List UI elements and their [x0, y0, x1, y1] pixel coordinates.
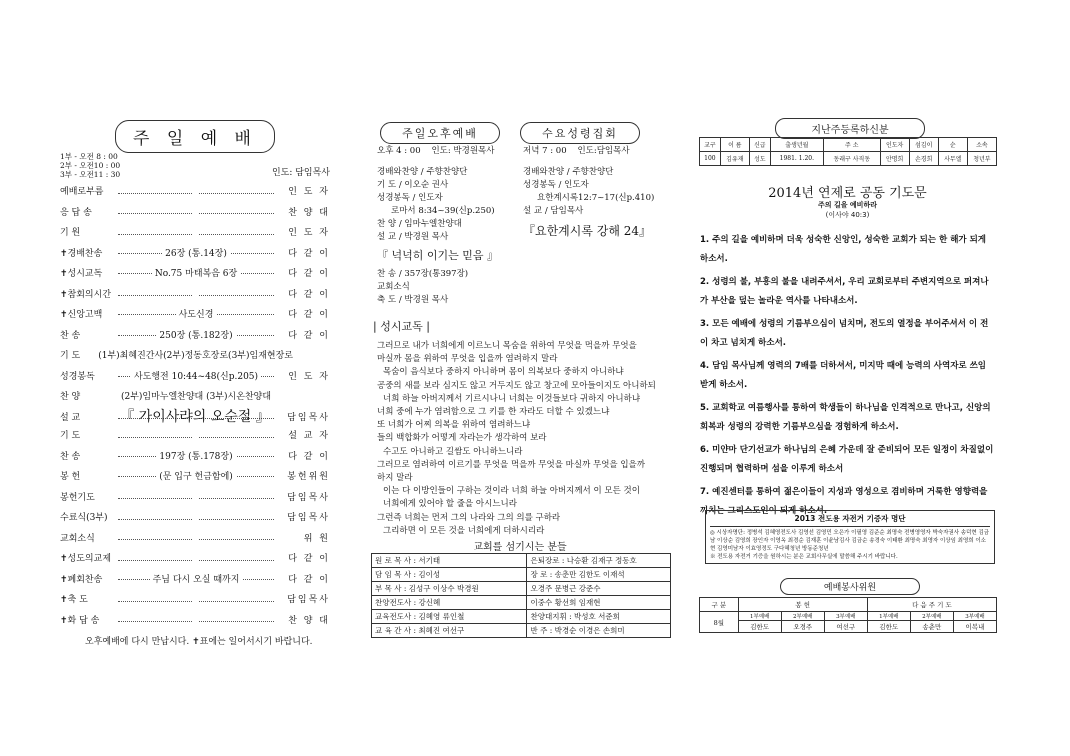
order-item-detail: (2부)임마누엘찬양대 (3부)시온찬양대: [118, 389, 274, 402]
newcomer-header-cell: 신급: [749, 138, 770, 152]
order-item-leader: 다 같 이: [288, 269, 330, 279]
newcomer-cell: 사무엘: [938, 152, 967, 166]
order-item-leader: 인 도 자: [288, 228, 330, 238]
newcomer-header-cell: 소속: [967, 138, 996, 152]
order-item-detail: (문 입구 헌금함에): [118, 469, 274, 482]
service-month: 8월: [700, 612, 739, 633]
prayer-item: 5. 교회학교 여름행사를 통하여 학생들이 하나님을 인격적으로 만나고, 신앙의 회복과 성령의 강력한 기름부으심을 경험하게 하소서.: [700, 403, 991, 432]
newcomer-header-cell: 인도자: [880, 138, 909, 152]
bicycle-title: 2013 전도용 자전거 기증자 명단: [710, 513, 990, 527]
order-row: [60, 572, 330, 593]
order-item-leader: 설 교 자: [288, 431, 330, 441]
prayer-subtitle: 주의 길을 예비하라: [818, 201, 877, 209]
order-row: [60, 428, 330, 449]
staff-cell: 찬양대지휘 : 박성호 서준희: [527, 610, 671, 624]
order-item-detail: [118, 513, 274, 523]
prayer-item: 1. 주의 길을 예비하며 더욱 성숙한 신앙인, 성숙한 교회가 되는 한 해가 되게 하소서.: [700, 235, 987, 264]
order-item-detail: [118, 290, 274, 300]
staff-cell: 장 로 : 송춘만 김한도 이재석: [527, 568, 671, 582]
bicycle-note: ※ 전도용 자전거 기증을 원하시는 분은 교회사무실에 말씀해 주시기 바랍니다.: [710, 554, 898, 560]
newcomer-cell: 김유재: [720, 152, 749, 166]
order-item-detail: [118, 431, 274, 441]
order-item-leader: 다 같 이: [288, 330, 330, 341]
worship-order-list: [60, 184, 330, 430]
order-item-detail: (1부)최혜진간사(2부)정동호장로(3부)임재현장로: [95, 348, 296, 361]
service-table: [699, 597, 997, 633]
newcomer-table: [699, 137, 997, 166]
reading-line: 그러므로 내가 너희에게 이르노니 목숨을 위하여 무엇을 먹을까 무엇을: [377, 341, 637, 351]
order-item-name: ✝경배찬송: [60, 248, 103, 259]
staff-row: [372, 596, 671, 610]
service-name: 오경주: [781, 621, 824, 633]
responsive-reading: [377, 340, 672, 538]
order-item-leader: 담임목사: [287, 595, 330, 605]
sunday-worship-column: [60, 0, 330, 756]
order-item-detail: No.75 마태복음 6장: [118, 266, 274, 279]
service-header: 봉 헌: [738, 598, 867, 612]
reading-line: 그리하면 이 모든 것을 너희에게 더하시리라: [383, 525, 545, 536]
order-item-name: 예배로부름: [60, 187, 104, 197]
reading-line: 그러므로 염려하여 이르기를 무엇을 먹을까 무엇을 마실까 무엇을 입을까: [377, 459, 645, 470]
newcomer-cell: 동래구 사직동: [823, 152, 880, 166]
staff-row: [372, 554, 671, 568]
order-item-name: ✝성시교독: [60, 269, 103, 279]
order-item-leader: 봉헌위원: [287, 472, 330, 482]
order-item-name: ✝참회의시간: [60, 289, 112, 300]
afternoon-service: 오후 4 : 00 인도: 박경원목사 경배와찬양 / 주향찬양단 기 도 / 이오순 권사 성경봉독 / 인도자 로마서 8:34~39(신p.250) 찬 양 / 임마누엘찬양대 설 교 / 박경원 목사 『 넉넉히 이기는 믿음 』 찬 송 / 357장(통397장) 교회소식 축 도 / 박경원 목사: [377, 145, 522, 307]
right-column: [695, 0, 1000, 756]
order-row: [60, 490, 330, 511]
newcomer-header: [700, 138, 997, 152]
order-item-leader: 다 같 이: [288, 310, 330, 320]
order-item-name: 수료식(3부): [60, 513, 108, 523]
newcomer-cell: 청년부: [967, 152, 996, 166]
prayer-item: 7. 예진센터를 통하여 젊은이들이 지성과 영성으로 겸비하며 거룩한 영향력을 끼치는 그리스도인이 되게 하소서.: [700, 487, 988, 516]
staff-cell: 부 목 사 : 김성구 이상수 박경원: [372, 582, 527, 596]
order-item-detail: [118, 228, 274, 238]
service-name: 김한도: [867, 621, 910, 633]
order-item-name: ✝축 도: [60, 595, 88, 605]
order-item-name: 기 도: [60, 351, 81, 361]
newcomer-header-cell: 출생년월: [770, 138, 823, 152]
reading-line: 공중의 새를 보라 심지도 않고 거두지도 않고 창고에 모아들이지도 아니하되: [377, 380, 656, 391]
order-item-name: 찬 양: [60, 392, 81, 402]
afternoon-title: 주일오후예배: [380, 122, 500, 144]
order-item-leader: 찬 양 대: [288, 207, 330, 218]
reading-line: 너희에게 있어야 할 줄을 아시느니라: [383, 499, 517, 510]
order-row: [60, 592, 330, 613]
service-sub: 3부예배: [953, 612, 996, 621]
order-item-detail: [118, 534, 274, 544]
service-name: 이복내: [953, 621, 996, 633]
wednesday-title: 수요성령집회: [520, 122, 640, 144]
sermon-title: 『 가이사랴의 오순절 』: [120, 409, 270, 425]
order-item-leader: 다 같 이: [288, 248, 330, 259]
order-row: [60, 307, 330, 328]
order-row: [60, 369, 330, 390]
staff-row: [372, 568, 671, 582]
order-item-leader: 다 같 이: [288, 289, 330, 300]
order-row: [60, 551, 330, 572]
prayer-item: 2. 성령의 불, 부흥의 불을 내려주셔서, 우리 교회로부터 주변지역으로 퍼져나가 부산을 덮는 놀라운 역사를 나타내소서.: [700, 277, 989, 306]
newcomer-cell: 성도: [749, 152, 770, 166]
newcomer-header-cell: 교구: [700, 138, 721, 152]
middle-column: [365, 0, 675, 756]
prayer-list: [700, 231, 996, 525]
order-item-detail: 250장 (통.182장): [118, 328, 274, 341]
order-item-name: 성경봉독: [60, 371, 95, 382]
worship-leader: 인도: 담임목사: [271, 168, 330, 178]
order-item-name: ✝신앙고백: [60, 310, 103, 320]
order-item-name: 기 도: [60, 431, 81, 441]
newcomer-cell: 안명희: [880, 152, 909, 166]
staff-cell: 이중수 황선희 임재현: [527, 596, 671, 610]
prayer-verse: (이사야 40:3): [825, 211, 870, 219]
order-item-detail: 197장 (통.178장): [118, 449, 274, 462]
order-item-name: ✝화 답 송: [60, 615, 100, 626]
staff-cell: 원 로 목 사 : 서기태: [372, 554, 527, 568]
staff-title: 교회를 섬기시는 분들: [473, 542, 567, 553]
service-header: 다 음 주 기 도: [867, 598, 996, 612]
order-item-detail: [118, 493, 274, 503]
order-item-name: 기 원: [60, 228, 81, 238]
order-item-detail: [118, 554, 274, 564]
order-item-detail: 주님 다시 오실 때까지: [118, 572, 274, 585]
order-row: [60, 184, 330, 205]
service-sub: 1부예배: [867, 612, 910, 621]
order-item-name: 설 교: [60, 412, 81, 423]
staff-cell: 찬양전도사 : 강신혜: [372, 596, 527, 610]
bicycle-donor-box: [705, 510, 995, 564]
order-row: [60, 348, 330, 369]
order-item-name: ✝폐회찬송: [60, 574, 103, 585]
order-row: [60, 266, 330, 287]
reading-line: 그런즉 너희는 먼저 그의 나라와 그의 의를 구하라: [377, 512, 561, 523]
order-item-name: 찬 송: [60, 330, 81, 341]
order-row: [60, 510, 330, 531]
reading-line: 목숨이 음식보다 중하지 아니하며 몸이 의복보다 중하지 아니하냐: [383, 367, 624, 378]
order-item-name: 교회소식: [60, 533, 95, 544]
worship-times: 1부 - 오전 8 : 00 2부 - 오전10 : 00 3부 - 오전11 : 30: [60, 152, 121, 179]
reading-line: 너희 중에 누가 염려함으로 그 키를 한 자라도 더할 수 있겠느냐: [377, 407, 610, 418]
service-name: 김한도: [738, 621, 781, 633]
reading-line: 하지 말라: [377, 473, 413, 484]
order-item-name: 찬 송: [60, 451, 81, 462]
order-row: [60, 246, 330, 267]
staff-row: [372, 624, 671, 638]
worship-order-list-2: [60, 428, 330, 633]
staff-cell: 오경주 문병근 강준수: [527, 582, 671, 596]
staff-cell: 담 임 목 사 : 김이성: [372, 568, 527, 582]
order-row: [60, 205, 330, 226]
service-title: 예배봉사위원: [780, 578, 920, 595]
newcomer-row: [700, 152, 997, 166]
service-sub: 2부예배: [910, 612, 953, 621]
prayer-title: 2014년 연제로 공동 기도문: [768, 186, 927, 201]
newcomer-header-cell: 섬김이: [909, 138, 938, 152]
order-item-detail: 26장 (통.14장): [118, 246, 274, 259]
order-row: [60, 225, 330, 246]
reading-title: | 성시교독 |: [373, 320, 430, 333]
order-item-name: 봉헌기도: [60, 492, 95, 503]
staff-row: [372, 582, 671, 596]
newcomer-header-cell: 주 소: [823, 138, 880, 152]
order-item-leader: 다 같 이: [288, 554, 330, 564]
service-sub: 1부예배: [738, 612, 781, 621]
order-row: [60, 287, 330, 308]
reading-line: 마실까 몸을 위하여 무엇을 입을까 염려하지 말라: [377, 354, 558, 365]
service-sub: 3부예배: [824, 612, 867, 621]
newcomer-title: 지난주등록하신분: [775, 118, 925, 139]
order-item-detail: [118, 616, 274, 626]
newcomer-header-cell: 이 름: [720, 138, 749, 152]
service-name: 송춘만: [910, 621, 953, 633]
order-item-name: 응 답 송: [60, 207, 92, 218]
reading-line: 이는 다 이방인들이 구하는 것이라 너희 하늘 아버지께서 이 모든 것이: [383, 486, 640, 497]
newcomer-header-cell: 순: [938, 138, 967, 152]
staff-cell: 은퇴장로 : 나승환 김재구 정동호: [527, 554, 671, 568]
newcomer-cell: 100: [700, 152, 721, 166]
staff-table: [371, 553, 671, 638]
order-item-detail: 사도신경: [118, 307, 274, 320]
bicycle-donors: ◎ 시상자명단: 정병석 김혜영전도사 김영선 김영민 오은가 이필영 김준순 최명숙 전병영영자 박숙자권사 송덕현 김금남 이상순 김영희 장인자 이영옥 최경순 김재훈 이윤남김사 김금순 송경숙 이태환 최명숙 최영자 이상임 최영희 이소현 김영미남자 이효영정도 구다혜청년 방동준청년: [710, 530, 990, 552]
order-item-name: 봉 헌: [60, 472, 81, 482]
staff-cell: 반 주 : 박경순 이경은 손희미: [527, 624, 671, 638]
wednesday-sermon: 『요한계시록 강해 24』: [523, 224, 652, 238]
staff-row: [372, 610, 671, 624]
service-name: 여선구: [824, 621, 867, 633]
prayer-item: 3. 모든 예배에 성령의 기름부으심이 넘치며, 전도의 열정을 부어주셔서 이 전이 차고 넘치게 하소서.: [700, 319, 989, 348]
prayer-item: 6. 미얀마 단기선교가 하나님의 은혜 가운데 잘 준비되어 모든 일정이 차질없이 진행되며 협력하며 섬을 이루게 하소서: [700, 445, 994, 474]
order-item-leader: 인 도 자: [288, 187, 330, 197]
order-item-leader: 찬 양 대: [288, 615, 330, 626]
order-item-name: ✝성도의교제: [60, 554, 112, 564]
order-item-detail: [118, 208, 274, 218]
reading-line: 너희 하늘 아버지께서 기르시나니 너희는 이것들보다 귀하지 아니하냐: [383, 393, 641, 404]
order-row: [60, 469, 330, 490]
order-row: [60, 531, 330, 552]
order-row: [60, 449, 330, 470]
staff-cell: 교육전도사 : 김혜영 류인철: [372, 610, 527, 624]
newcomer-cell: 1981. 1.20.: [770, 152, 823, 166]
order-item-leader: 인 도 자: [288, 371, 330, 382]
order-row: [60, 613, 330, 634]
reading-line: 들의 백합화가 어떻게 자라는가 생각하여 보라: [377, 433, 547, 444]
order-item-detail: [118, 187, 274, 197]
wednesday-service: 저녁 7 : 00 인도:담임목사 경배와찬양 / 주향찬양단 성경봉독 / 인도자 요한계시록12:7~17(신p.410) 설 교 / 담임목사 『요한계시록 강해 24』: [523, 145, 673, 239]
newcomer-cell: 손경희: [909, 152, 938, 166]
order-item-leader: 담임목사: [287, 412, 330, 423]
order-item-leader: 다 같 이: [288, 451, 330, 462]
reading-line: 수고도 아니하고 길쌈도 아니하느니라: [383, 446, 523, 457]
order-item-leader: 위 원: [303, 533, 330, 544]
order-item-leader: 담임목사: [287, 513, 330, 523]
order-item-leader: 담임목사: [287, 492, 330, 503]
afternoon-sermon: 『 넉넉히 이기는 믿음 』: [377, 249, 498, 262]
service-header: 구 분: [700, 598, 739, 612]
order-row: [60, 328, 330, 349]
worship-footer: 오후예배에 다시 만납시다. ✝표에는 일어서시기 바랍니다.: [85, 637, 313, 647]
service-sub: 2부예배: [781, 612, 824, 621]
reading-line: 또 너희가 어찌 의복을 위하여 염려하느냐: [377, 420, 531, 431]
sunday-worship-title: 주 일 예 배: [115, 120, 275, 153]
staff-cell: 교 육 간 사 : 최혜진 여선구: [372, 624, 527, 638]
order-item-leader: 다 같 이: [288, 574, 330, 585]
prayer-item: 4. 담임 목사님께 영력의 7배를 더하셔서, 미지막 때에 능력의 사역자로 쓰임 받게 하소서.: [700, 361, 987, 390]
order-item-detail: [118, 595, 274, 605]
order-item-detail: 사도행전 10:44~48(신p.205): [118, 369, 274, 382]
